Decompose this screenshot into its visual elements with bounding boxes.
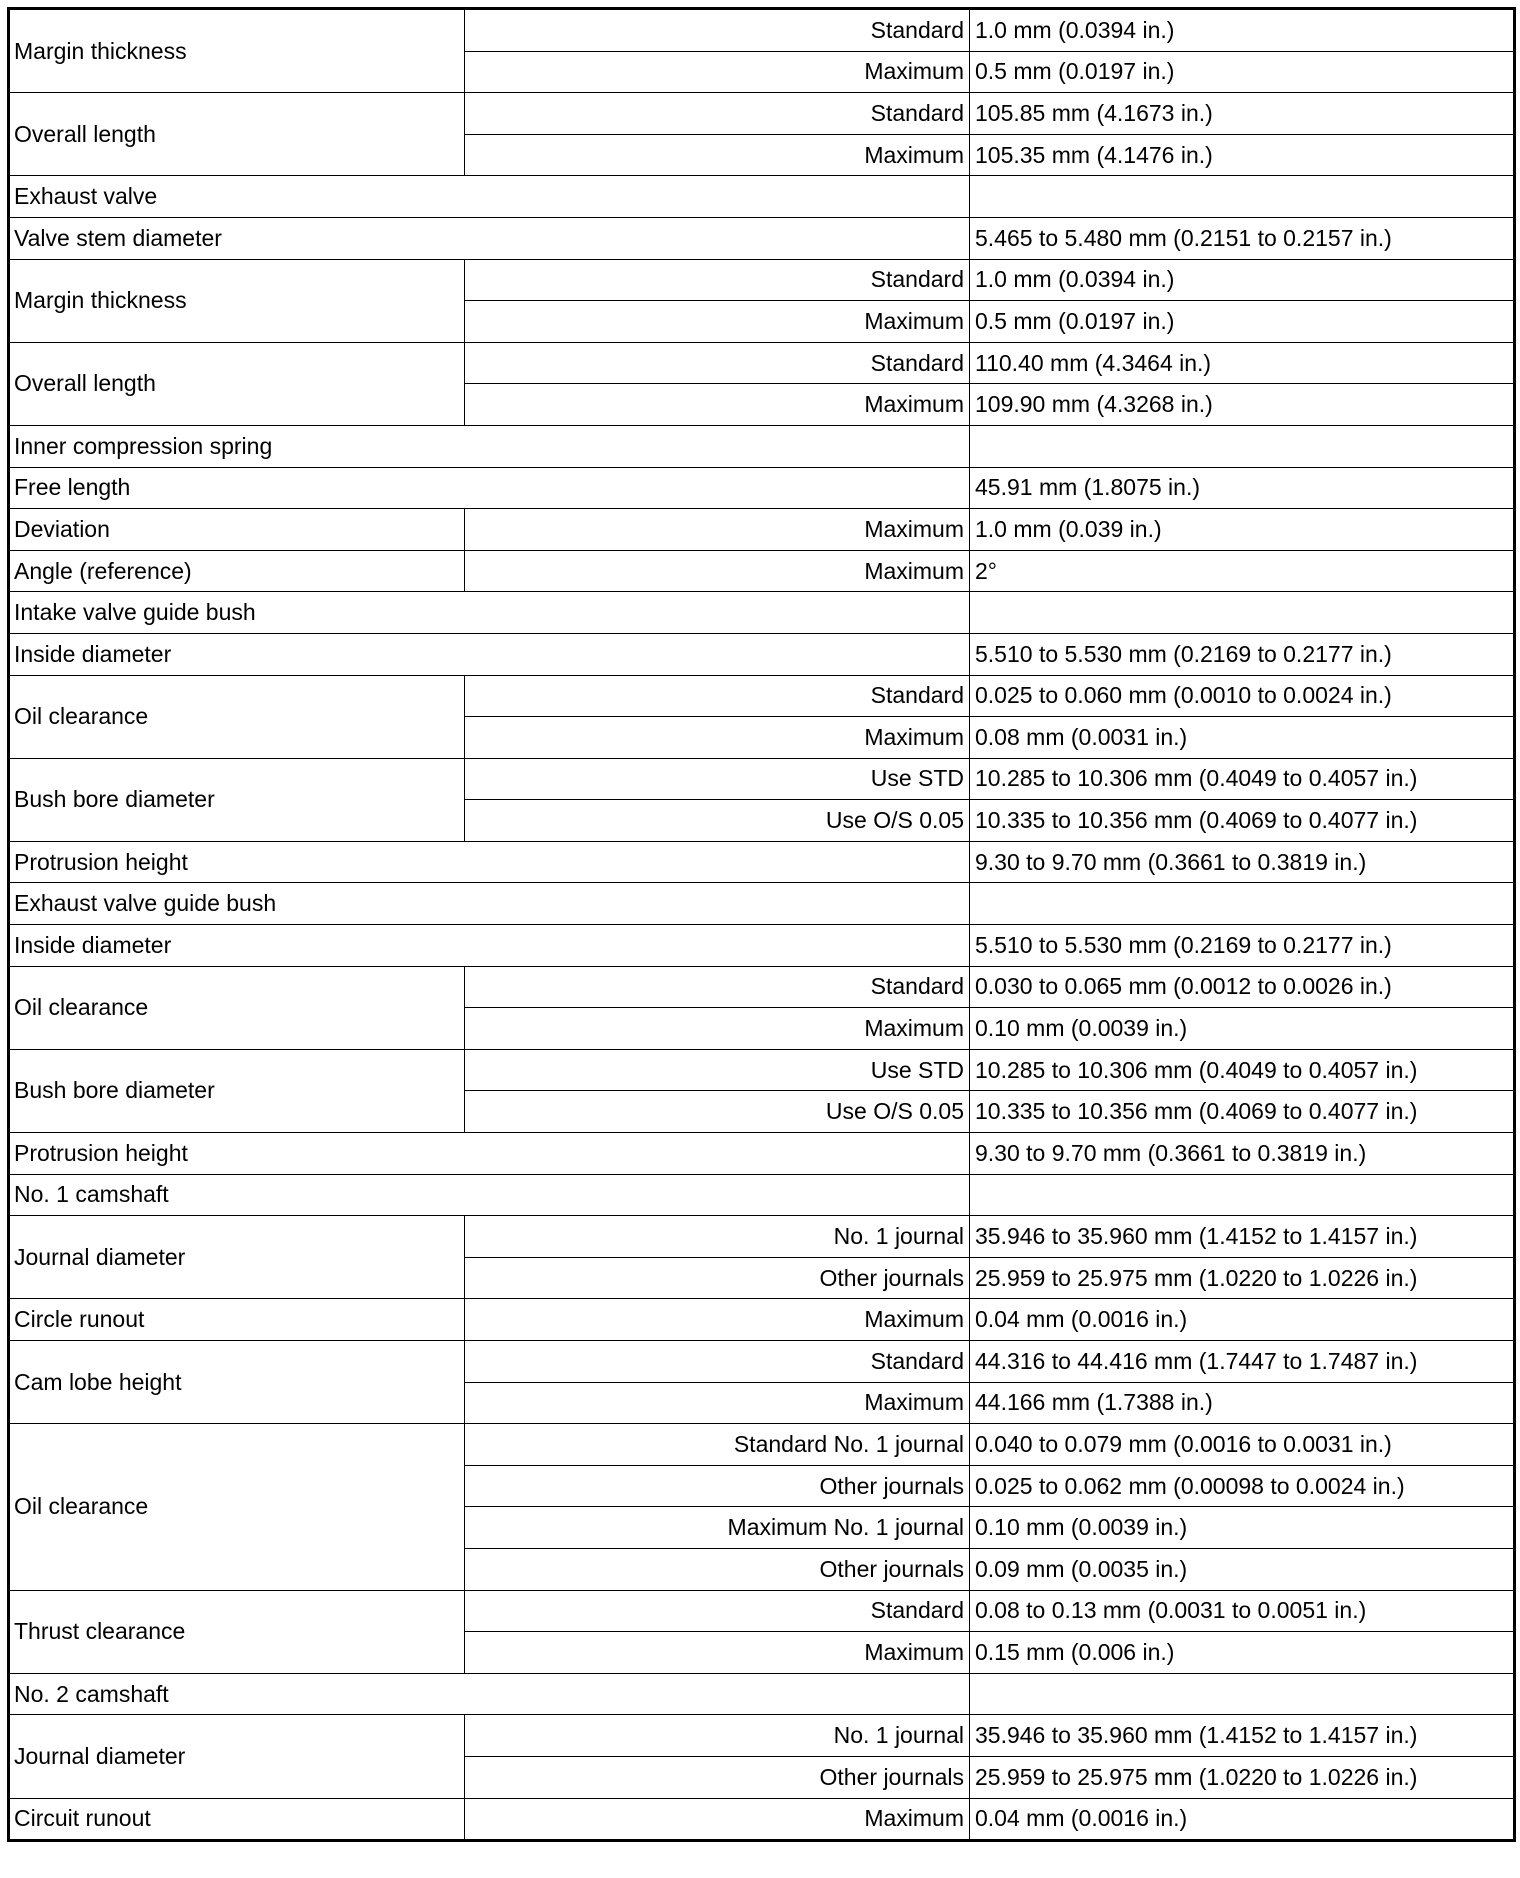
spec-table-body (9, 9, 1515, 1841)
item-label: Overall length (9, 93, 465, 176)
condition-label: Maximum (465, 384, 970, 426)
empty-value-cell (970, 883, 1515, 925)
spec-value: 109.90 mm (4.3268 in.) (970, 384, 1515, 426)
condition-label: Other journals (465, 1548, 970, 1590)
item-label: Bush bore diameter (9, 1049, 465, 1132)
spec-row (9, 342, 1515, 384)
item-label: Journal diameter (9, 1216, 465, 1299)
spec-value: 25.959 to 25.975 mm (1.0220 to 1.0226 in.) (970, 1257, 1515, 1299)
item-label: Deviation (9, 509, 465, 551)
section-title: Exhaust valve (9, 176, 970, 218)
spec-row (9, 1590, 1515, 1632)
condition-label: No. 1 journal (465, 1216, 970, 1258)
spec-row (9, 633, 1515, 675)
item-label: Margin thickness (9, 9, 465, 93)
spec-value: 45.91 mm (1.8075 in.) (970, 467, 1515, 509)
condition-label: Maximum (465, 550, 970, 592)
spec-value: 0.030 to 0.065 mm (0.0012 to 0.0026 in.) (970, 966, 1515, 1008)
spec-row (9, 966, 1515, 1008)
item-label: Oil clearance (9, 966, 465, 1049)
spec-value: 0.10 mm (0.0039 in.) (970, 1507, 1515, 1549)
section-title: No. 2 camshaft (9, 1673, 970, 1715)
spec-value: 10.285 to 10.306 mm (0.4049 to 0.4057 in.) (970, 1049, 1515, 1091)
condition-label: Other journals (465, 1756, 970, 1798)
condition-label: No. 1 journal (465, 1715, 970, 1757)
spec-value: 0.09 mm (0.0035 in.) (970, 1548, 1515, 1590)
spec-table (7, 7, 1516, 1842)
spec-row (9, 93, 1515, 135)
spec-row (9, 509, 1515, 551)
section-header-row (9, 176, 1515, 218)
spec-value: 5.465 to 5.480 mm (0.2151 to 0.2157 in.) (970, 217, 1515, 259)
spec-value: 9.30 to 9.70 mm (0.3661 to 0.3819 in.) (970, 841, 1515, 883)
item-label: Valve stem diameter (9, 217, 970, 259)
spec-row (9, 1715, 1515, 1757)
condition-label: Use O/S 0.05 (465, 800, 970, 842)
section-title: Exhaust valve guide bush (9, 883, 970, 925)
item-label: Inside diameter (9, 925, 970, 967)
spec-row (9, 1299, 1515, 1341)
spec-row (9, 550, 1515, 592)
empty-value-cell (970, 592, 1515, 634)
condition-label: Use STD (465, 1049, 970, 1091)
condition-label: Standard (465, 675, 970, 717)
spec-row (9, 1798, 1515, 1841)
condition-label: Standard (465, 342, 970, 384)
condition-label: Maximum (465, 1382, 970, 1424)
condition-label: Maximum (465, 301, 970, 343)
item-label: Oil clearance (9, 1424, 465, 1590)
spec-value: 10.285 to 10.306 mm (0.4049 to 0.4057 in.) (970, 758, 1515, 800)
section-header-row (9, 592, 1515, 634)
item-label: Margin thickness (9, 259, 465, 342)
spec-row (9, 1049, 1515, 1091)
item-label: Cam lobe height (9, 1341, 465, 1424)
spec-value: 0.08 mm (0.0031 in.) (970, 717, 1515, 759)
spec-value: 9.30 to 9.70 mm (0.3661 to 0.3819 in.) (970, 1133, 1515, 1175)
condition-label: Maximum (465, 509, 970, 551)
spec-value: 105.85 mm (4.1673 in.) (970, 93, 1515, 135)
section-title: No. 1 camshaft (9, 1174, 970, 1216)
empty-value-cell (970, 425, 1515, 467)
spec-value: 0.5 mm (0.0197 in.) (970, 301, 1515, 343)
condition-label: Use STD (465, 758, 970, 800)
spec-row (9, 217, 1515, 259)
section-title: Intake valve guide bush (9, 592, 970, 634)
spec-value: 0.025 to 0.060 mm (0.0010 to 0.0024 in.) (970, 675, 1515, 717)
spec-value: 0.10 mm (0.0039 in.) (970, 1008, 1515, 1050)
spec-value: 105.35 mm (4.1476 in.) (970, 134, 1515, 176)
condition-label: Standard (465, 966, 970, 1008)
item-label: Free length (9, 467, 970, 509)
condition-label: Maximum (465, 51, 970, 93)
spec-row (9, 9, 1515, 52)
condition-label: Maximum (465, 1798, 970, 1841)
spec-value: 1.0 mm (0.0394 in.) (970, 259, 1515, 301)
spec-value: 10.335 to 10.356 mm (0.4069 to 0.4077 in.) (970, 1091, 1515, 1133)
spec-row (9, 1341, 1515, 1383)
condition-label: Standard (465, 1590, 970, 1632)
spec-value: 110.40 mm (4.3464 in.) (970, 342, 1515, 384)
condition-label: Maximum (465, 1008, 970, 1050)
spec-row (9, 259, 1515, 301)
item-label: Protrusion height (9, 841, 970, 883)
section-title: Inner compression spring (9, 425, 970, 467)
spec-row (9, 1216, 1515, 1258)
spec-row (9, 1424, 1515, 1466)
item-label: Circuit runout (9, 1798, 465, 1841)
item-label: Thrust clearance (9, 1590, 465, 1673)
condition-label: Standard (465, 259, 970, 301)
spec-value: 25.959 to 25.975 mm (1.0220 to 1.0226 in.) (970, 1756, 1515, 1798)
item-label: Protrusion height (9, 1133, 970, 1175)
spec-value: 44.166 mm (1.7388 in.) (970, 1382, 1515, 1424)
condition-label: Maximum (465, 1632, 970, 1674)
spec-row (9, 841, 1515, 883)
empty-value-cell (970, 176, 1515, 218)
condition-label: Other journals (465, 1257, 970, 1299)
spec-value: 0.5 mm (0.0197 in.) (970, 51, 1515, 93)
condition-label: Maximum (465, 134, 970, 176)
item-label: Circle runout (9, 1299, 465, 1341)
condition-label: Maximum (465, 1299, 970, 1341)
item-label: Oil clearance (9, 675, 465, 758)
section-header-row (9, 1174, 1515, 1216)
section-header-row (9, 1673, 1515, 1715)
spec-value: 10.335 to 10.356 mm (0.4069 to 0.4077 in.) (970, 800, 1515, 842)
spec-value: 0.04 mm (0.0016 in.) (970, 1299, 1515, 1341)
condition-label: Maximum (465, 717, 970, 759)
condition-label: Other journals (465, 1465, 970, 1507)
spec-row (9, 758, 1515, 800)
spec-value: 0.025 to 0.062 mm (0.00098 to 0.0024 in.) (970, 1465, 1515, 1507)
item-label: Journal diameter (9, 1715, 465, 1798)
item-label: Inside diameter (9, 633, 970, 675)
item-label: Overall length (9, 342, 465, 425)
section-header-row (9, 883, 1515, 925)
spec-value: 35.946 to 35.960 mm (1.4152 to 1.4157 in.) (970, 1715, 1515, 1757)
spec-value: 2° (970, 550, 1515, 592)
condition-label: Standard (465, 9, 970, 52)
item-label: Bush bore diameter (9, 758, 465, 841)
spec-row (9, 675, 1515, 717)
spec-value: 0.04 mm (0.0016 in.) (970, 1798, 1515, 1841)
condition-label: Standard (465, 1341, 970, 1383)
condition-label: Standard No. 1 journal (465, 1424, 970, 1466)
spec-value: 35.946 to 35.960 mm (1.4152 to 1.4157 in.) (970, 1216, 1515, 1258)
spec-value: 0.08 to 0.13 mm (0.0031 to 0.0051 in.) (970, 1590, 1515, 1632)
item-label: Angle (reference) (9, 550, 465, 592)
section-header-row (9, 425, 1515, 467)
empty-value-cell (970, 1673, 1515, 1715)
spec-row (9, 467, 1515, 509)
empty-value-cell (970, 1174, 1515, 1216)
spec-value: 5.510 to 5.530 mm (0.2169 to 0.2177 in.) (970, 633, 1515, 675)
spec-value: 1.0 mm (0.0394 in.) (970, 9, 1515, 52)
spec-value: 0.15 mm (0.006 in.) (970, 1632, 1515, 1674)
spec-row (9, 1133, 1515, 1175)
condition-label: Standard (465, 93, 970, 135)
spec-value: 5.510 to 5.530 mm (0.2169 to 0.2177 in.) (970, 925, 1515, 967)
spec-row (9, 925, 1515, 967)
spec-value: 0.040 to 0.079 mm (0.0016 to 0.0031 in.) (970, 1424, 1515, 1466)
spec-value: 1.0 mm (0.039 in.) (970, 509, 1515, 551)
condition-label: Use O/S 0.05 (465, 1091, 970, 1133)
condition-label: Maximum No. 1 journal (465, 1507, 970, 1549)
spec-value: 44.316 to 44.416 mm (1.7447 to 1.7487 in.) (970, 1341, 1515, 1383)
